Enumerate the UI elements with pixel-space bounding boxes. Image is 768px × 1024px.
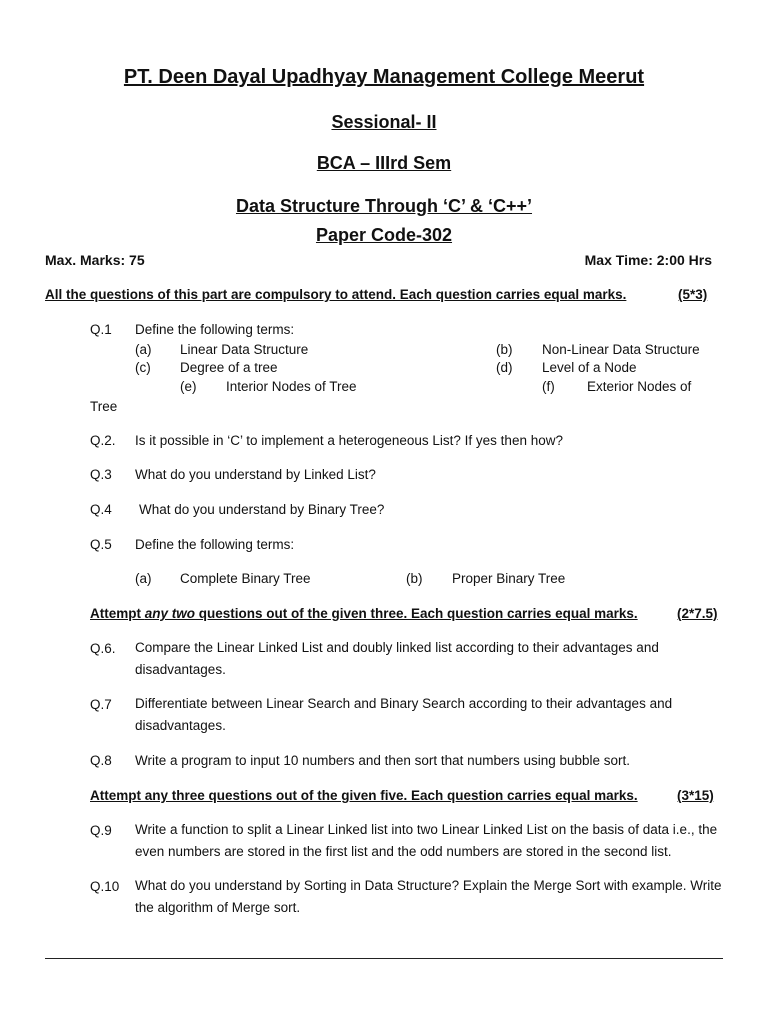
- q6-text: Compare the Linear Linked List and doubly linked list according to their advantages and disadvantages.: [135, 640, 659, 677]
- q5-b-text: Proper Binary Tree: [452, 571, 566, 586]
- college-name: PT. Deen Dayal Upadhyay Management College Meerut: [123, 66, 645, 88]
- q5-text: Define the following terms:: [135, 537, 295, 552]
- subject-name: Data Structure Through ‘C’ & ‘C++’: [235, 196, 533, 216]
- max-time: Max Time: 2:00 Hrs: [584, 252, 712, 268]
- q10-text: What do you understand by Sorting in Data Structure? Explain the Merge Sort with example. Write the algorithm of Merge sort.: [135, 878, 722, 915]
- exam-name: Sessional- II: [331, 112, 437, 132]
- section1-marks: (5*3): [678, 287, 708, 302]
- section2-marks: (2*7.5): [677, 606, 718, 621]
- footer-divider: [45, 958, 723, 959]
- q8-text: Write a program to input 10 numbers and then sort that numbers using bubble sort.: [135, 753, 631, 768]
- paper-code: Paper Code-302: [315, 225, 453, 245]
- q1-b-text: Non-Linear Data Structure: [542, 342, 700, 357]
- q3-text: What do you understand by Linked List?: [135, 467, 376, 482]
- q1-f-text: Exterior Nodes of: [587, 379, 692, 394]
- q1-text: Define the following terms:: [135, 322, 295, 337]
- q1-a-label: (a): [135, 342, 152, 357]
- section3-marks: (3*15): [677, 788, 714, 803]
- q1-a-text: Linear Data Structure: [180, 342, 309, 357]
- q3-number: Q.3: [90, 467, 112, 482]
- section3-instruction: Attempt any three questions out of the given five. Each question carries equal marks.: [90, 788, 638, 803]
- q1-f-label: (f): [542, 379, 555, 394]
- max-marks: Max. Marks: 75: [45, 252, 145, 268]
- q1-number: Q.1: [90, 322, 112, 337]
- q1-d-text: Level of a Node: [542, 360, 637, 375]
- q1-d-label: (d): [496, 360, 513, 375]
- q7-number: Q.7: [90, 697, 112, 712]
- course-name: BCA – IIIrd Sem: [316, 153, 452, 173]
- q1-c-text: Degree of a tree: [180, 360, 278, 375]
- section2-instruction: Attempt any two questions out of the given three. Each question carries equal marks.: [90, 606, 638, 621]
- q5-b-label: (b): [406, 571, 423, 586]
- q6-number: Q.6.: [90, 641, 116, 656]
- q5-number: Q.5: [90, 537, 112, 552]
- q10-number: Q.10: [90, 879, 120, 894]
- q9-number: Q.9: [90, 823, 112, 838]
- q1-c-label: (c): [135, 360, 151, 375]
- q5-a-label: (a): [135, 571, 152, 586]
- q8-number: Q.8: [90, 753, 112, 768]
- q4-text: What do you understand by Binary Tree?: [139, 502, 385, 517]
- q1-f-text-continued: Tree: [90, 399, 118, 414]
- q4-number: Q.4: [90, 502, 112, 517]
- q1-e-label: (e): [180, 379, 197, 394]
- q2-text: Is it possible in ‘C’ to implement a heterogeneous List? If yes then how?: [135, 433, 563, 448]
- q7-text: Differentiate between Linear Search and Binary Search according to their advantages and disadvantages.: [135, 696, 673, 733]
- q1-b-label: (b): [496, 342, 513, 357]
- q5-a-text: Complete Binary Tree: [180, 571, 311, 586]
- q2-number: Q.2.: [90, 433, 116, 448]
- q9-text: Write a function to split a Linear Linked list into two Linear Linked List on the basis of data i.e., the even numbers are stored in the first list and the odd numbers are stored in the second list.: [135, 822, 718, 859]
- q1-e-text: Interior Nodes of Tree: [226, 379, 357, 394]
- section1-instruction: All the questions of this part are compulsory to attend. Each question carries equal marks.: [45, 287, 627, 302]
